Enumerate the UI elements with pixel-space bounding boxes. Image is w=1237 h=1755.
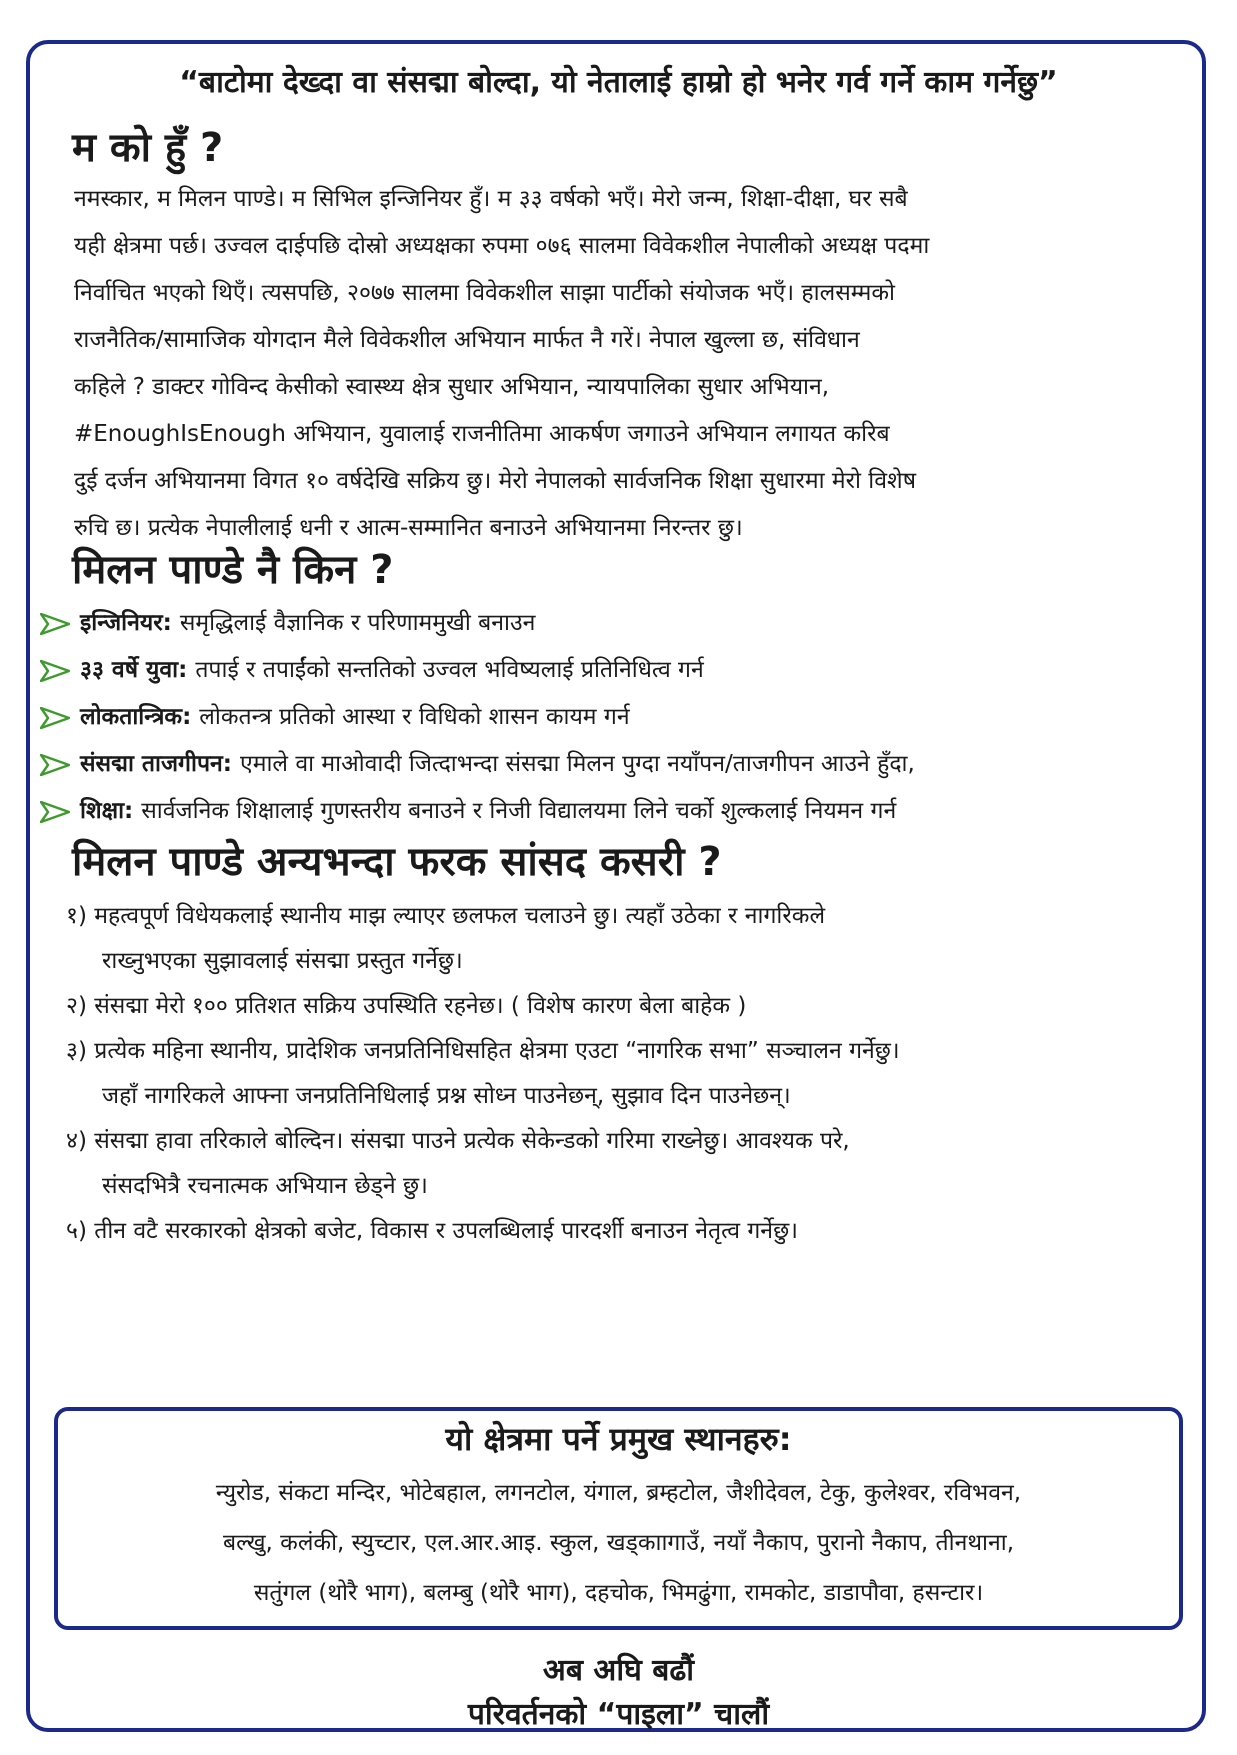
reason-item — [40, 694, 1210, 741]
reason-term: इन्जिनियर: — [80, 610, 172, 636]
places-lines — [0, 1468, 1237, 1618]
heading-who-am-i: म को हुँ ? — [72, 125, 224, 171]
reason-term: शिक्षा: — [80, 798, 134, 824]
pledge-line: संसदभित्रै रचनात्मक अभियान छेड्ने छु। — [102, 1173, 428, 1199]
heading-why-milan: मिलन पाण्डे नै किन ? — [72, 547, 394, 593]
pledge-line: २) संसद्मा मेरो १०० प्रतिशत सक्रिय उपस्थिति रहनेछ। ( विशेष कारण बेला बाहेक ) — [66, 993, 747, 1019]
places-line: सतुंगल (थोरै भाग), बलम्बु (थोरै भाग), दहचोक, भिमढुंगा, रामकोट, डाडापौवा, हसन्टार। — [253, 1580, 984, 1606]
places-line: न्युरोड, संकटा मन्दिर, भोटेबहाल, लगनटोल, यंगाल, ब्रम्हटोल, जैशीदेवल, टेकु, कुलेश्वर, रविभवन, — [215, 1480, 1022, 1506]
intro-line: रुचि छ। प्रत्येक नेपालीलाई धनी र आत्म-सम्मानित बनाउने अभियानमा निरन्तर छु। — [74, 515, 743, 541]
pledge-line: जहाँ नागरिकले आफ्ना जनप्रतिनिधिलाई प्रश्न सोध्न पाउनेछन्, सुझाव दिन पाउनेछन्। — [102, 1083, 791, 1109]
arrow-bullet-icon — [40, 801, 70, 823]
pledge-line: ३) प्रत्येक महिना स्थानीय, प्रादेशिक जनप्रतिनिधिसहित क्षेत्रमा एउटा “नागरिक सभा” सञ्चालन गर्नेछु। — [66, 1038, 900, 1064]
arrow-bullet-icon — [40, 707, 70, 729]
intro-line: यही क्षेत्रमा पर्छ। उज्वल दाईपछि दोस्रो अध्यक्षका रुपमा ०७६ सालमा विवेकशील नेपालीको अध्यक्ष पदमा — [74, 233, 930, 259]
footer-line-1: अब अघि बढौं — [542, 1653, 695, 1688]
intro-line: निर्वाचित भएको थिएँ। त्यसपछि, २०७७ सालमा विवेकशील साझा पार्टीको संयोजक भएँ। हालसम्मको — [74, 280, 895, 306]
intro-line: कहिले ? डाक्टर गोविन्द केसीको स्वास्थ्य क्षेत्र सुधार अभियान, न्यायपालिका सुधार अभियान, — [74, 374, 830, 400]
arrow-bullet-icon — [40, 613, 70, 635]
intro-line: राजनैतिक/सामाजिक योगदान मैले विवेकशील अभियान मार्फत नै गरें। नेपाल खुल्ला छ, संविधान — [74, 327, 860, 353]
reason-term: लोकतान्त्रिक: — [80, 704, 192, 730]
reason-item — [40, 647, 1210, 694]
intro-line: नमस्कार, म मिलन पाण्डे। म सिभिल इन्जिनियर हुँ। म ३३ वर्षको भएँ। मेरो जन्म, शिक्षा-दीक्षा, घर सबै — [74, 186, 908, 212]
arrow-bullet-icon — [40, 660, 70, 682]
arrow-bullet-icon — [40, 754, 70, 776]
reason-item — [40, 741, 1210, 788]
pledge-line: १) महत्वपूर्ण विधेयकलाई स्थानीय माझ ल्याएर छलफल चलाउने छु। त्यहाँ उठेका र नागरिकले — [66, 903, 826, 929]
intro-line: दुई दर्जन अभियानमा विगत १० वर्षदेखि सक्रिय छु। मेरो नेपालको सार्वजनिक शिक्षा सुधारमा मेरो विशेष — [74, 468, 916, 494]
reason-text: तपाई र तपाईंको सन्ततिको उज्वल भविष्यलाई प्रतिनिधित्व गर्न — [195, 657, 704, 683]
pledge-line: ५) तीन वटै सरकारको क्षेत्रको बजेट, विकास र उपलब्धिलाई पारदर्शी बनाउन नेतृत्व गर्नेछु। — [66, 1218, 798, 1244]
footer-line-2: परिवर्तनको “पाइला” चालौं — [467, 1697, 770, 1732]
reason-text: एमाले वा माओवादी जित्दाभन्दा संसद्मा मिलन पुग्दा नयाँपन/ताजगीपन आउने हुँदा, — [240, 751, 915, 777]
campaign-quote: “बाटोमा देख्दा वा संसद्मा बोल्दा, यो नेतालाई हाम्रो हो भनेर गर्व गर्ने काम गर्नेछु” — [179, 65, 1058, 100]
reason-item — [40, 788, 1210, 835]
reason-term: ३३ वर्षे युवा: — [80, 657, 188, 683]
pledges-list — [66, 894, 1206, 1254]
intro-paragraph — [74, 176, 1202, 552]
reason-term: संसद्मा ताजगीपन: — [80, 751, 232, 777]
pledge-line: ४) संसद्मा हावा तरिकाले बोल्दिन। संसद्मा पाउने प्रत्येक सेकेन्डको गरिमा राख्नेछु। आवश्यक परे, — [66, 1128, 850, 1154]
places-line: बल्खु, कलंकी, स्युच्टार, एल.आर.आइ. स्कुल, खड्काागाउँ, नयाँ नैकाप, पुरानो नैकाप, तीनथाना, — [222, 1530, 1015, 1556]
reason-item — [40, 600, 1210, 647]
intro-line: #EnoughIsEnough अभियान, युवालाई राजनीतिमा आकर्षण जगाउने अभियान लगायत करिब — [74, 421, 890, 447]
reason-text: सार्वजनिक शिक्षालाई गुणस्तरीय बनाउने र निजी विद्यालयमा लिने चर्को शुल्कलाई नियमन गर्न — [141, 798, 897, 824]
reason-text: समृद्धिलाई वैज्ञानिक र परिणाममुखी बनाउन — [179, 610, 536, 636]
places-title: यो क्षेत्रमा पर्ने प्रमुख स्थानहरु: — [445, 1420, 792, 1458]
reasons-list — [40, 600, 1210, 835]
reason-text: लोकतन्त्र प्रतिको आस्था र विधिको शासन कायम गर्न — [199, 704, 630, 730]
heading-different-mp: मिलन पाण्डे अन्यभन्दा फरक सांसद कसरी ? — [72, 839, 722, 885]
pledge-line: राख्नुभएका सुझावलाई संसद्मा प्रस्तुत गर्नेछु। — [102, 948, 463, 974]
